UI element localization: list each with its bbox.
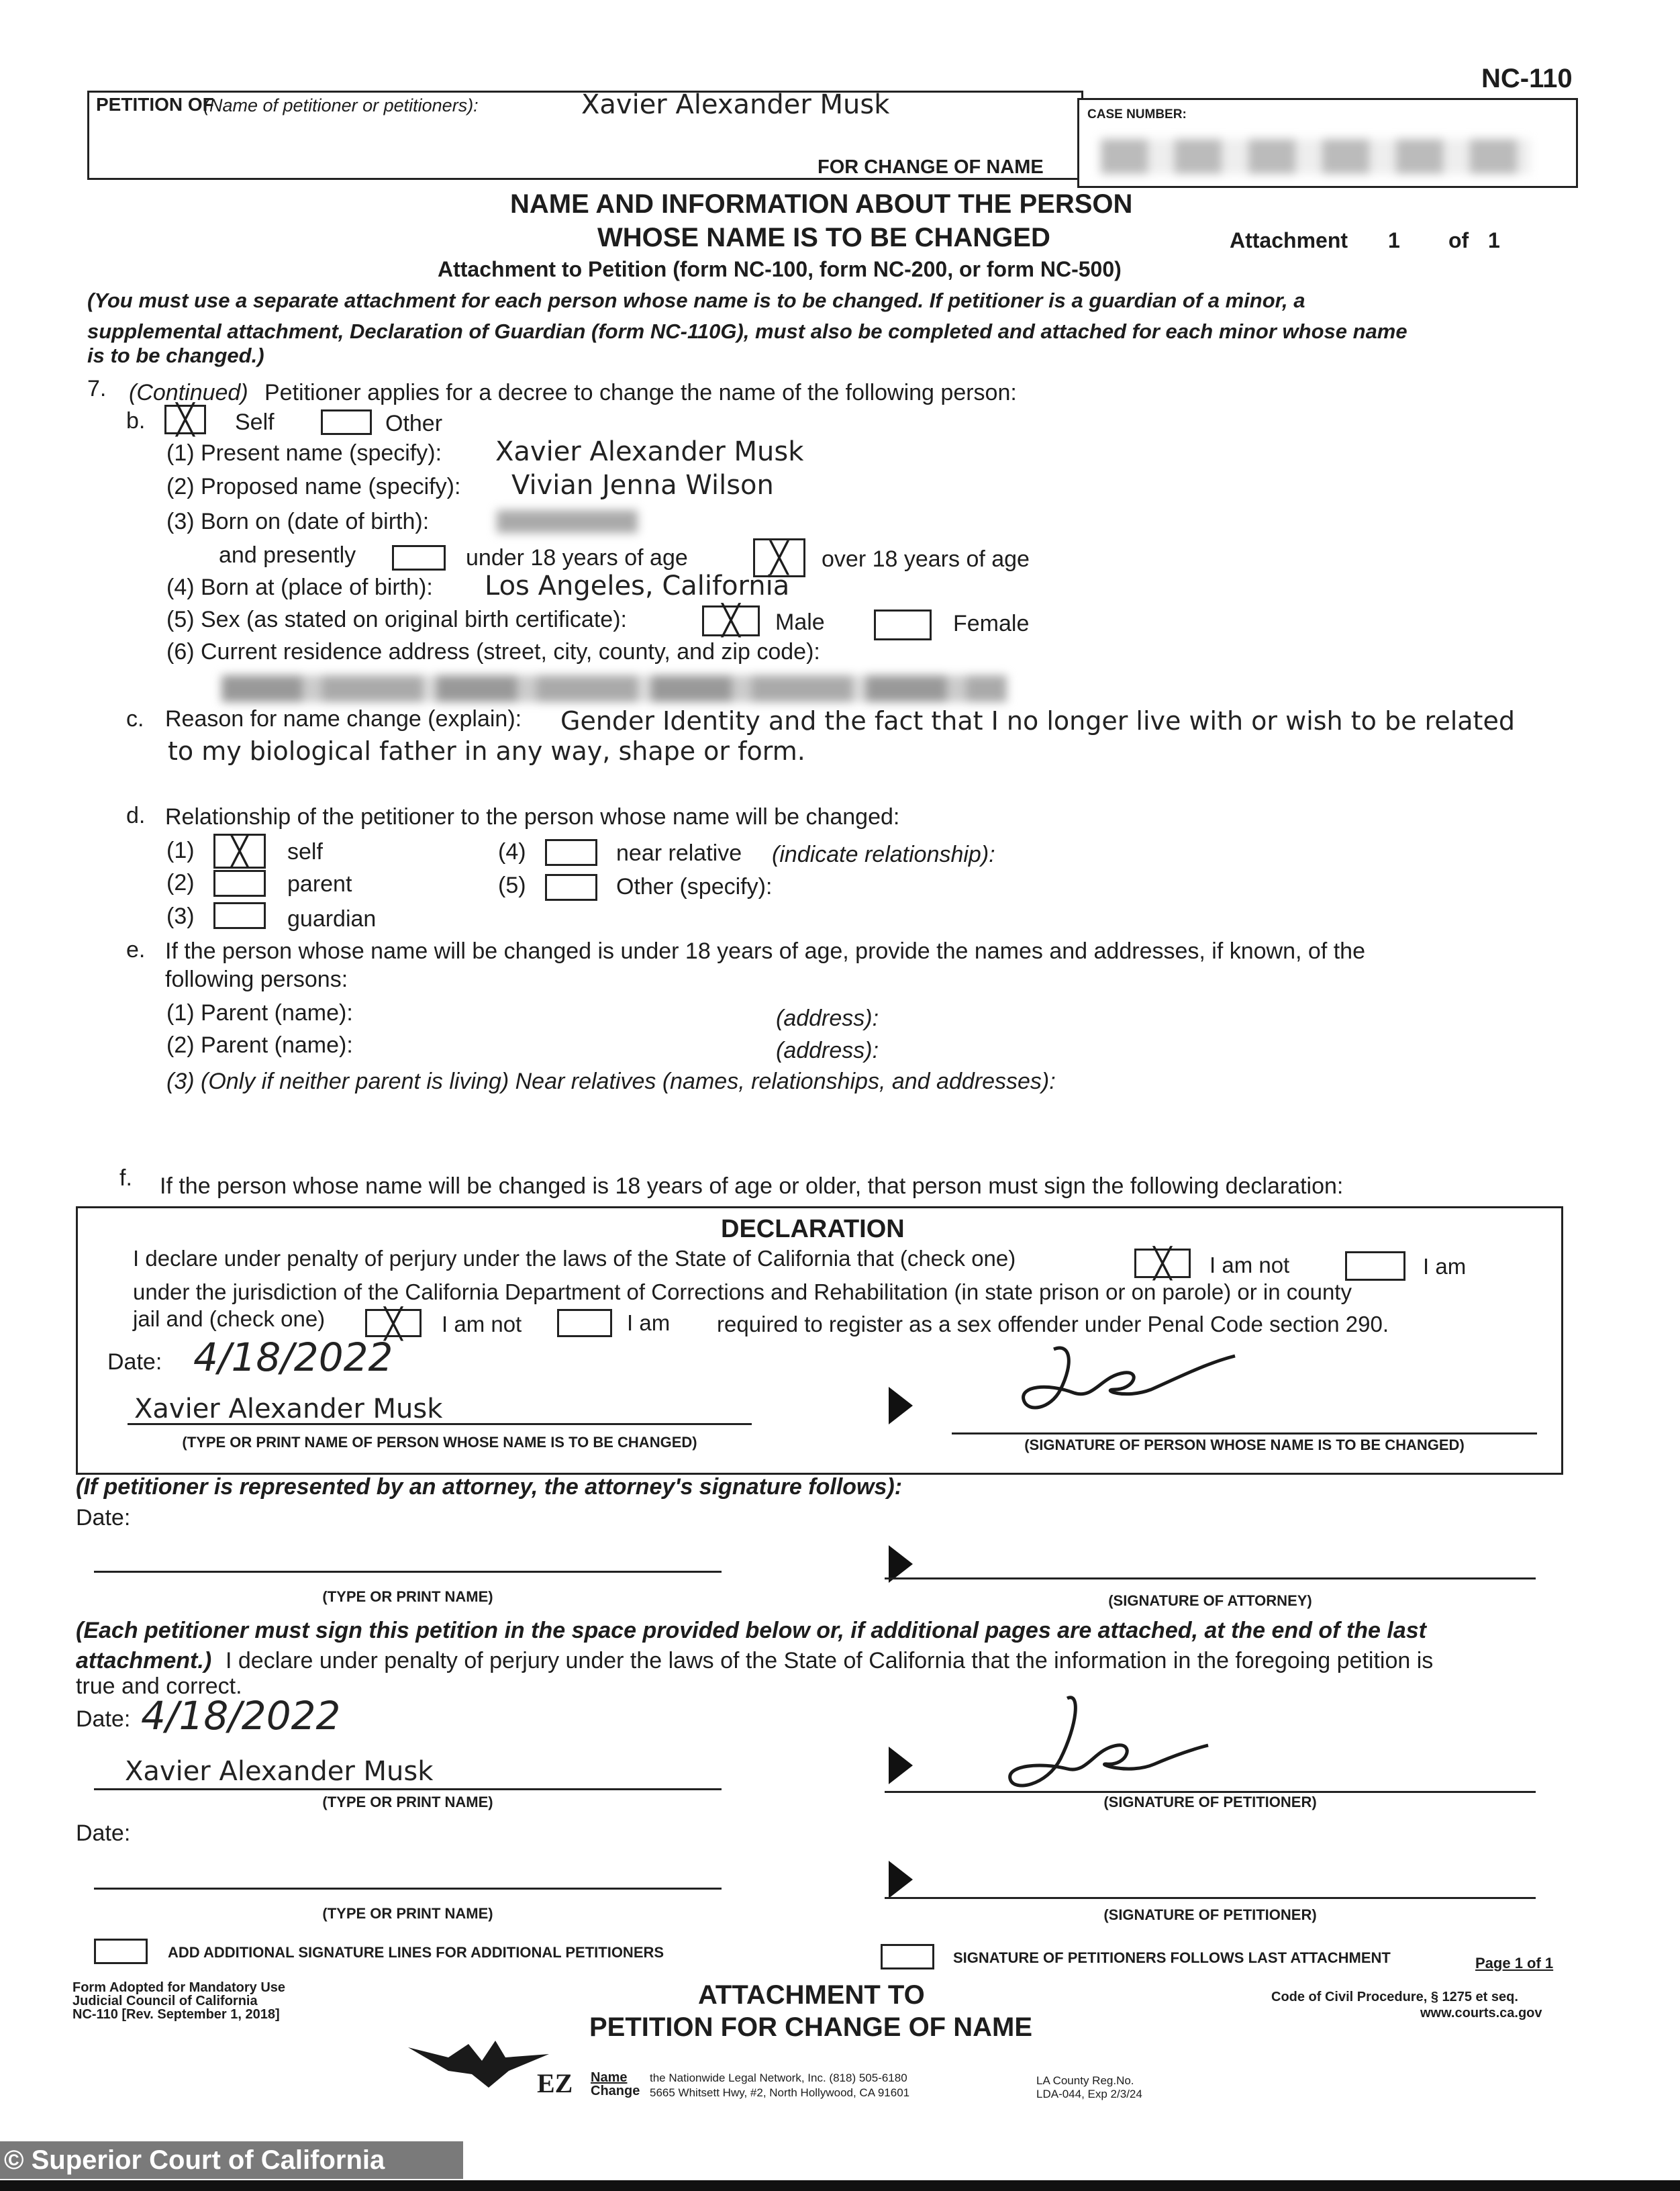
rel-near-checkbox[interactable] xyxy=(545,839,597,866)
birth-date-redacted xyxy=(497,510,638,533)
petitioner-name-caption: (TYPE OR PRINT NAME) xyxy=(322,1794,493,1810)
declaration-title: DECLARATION xyxy=(721,1215,905,1243)
declaration-signature xyxy=(1007,1336,1262,1423)
declaration-name-caption: (TYPE OR PRINT NAME OF PERSON WHOSE NAME IS TO BE CHANGED) xyxy=(182,1434,697,1451)
address-redacted xyxy=(221,675,1007,702)
bottom-strip xyxy=(0,2180,1680,2191)
parent1-address-label: (address): xyxy=(776,1006,879,1031)
item7f-text: If the person whose name will be changed is 18 years of age or older, that person must sign the following declaration: xyxy=(160,1173,1344,1199)
declaration-line2: under the jurisdiction of the California Department of Corrections and Rehabilitation (in state prison or on parole) or in county xyxy=(133,1279,1352,1304)
item7c-letter: c. xyxy=(126,706,144,732)
petitioner-note-2a: attachment.) xyxy=(76,1648,212,1673)
attachment-label: Attachment xyxy=(1230,228,1348,252)
declaration-date-value: 4/18/2022 xyxy=(193,1334,393,1380)
female-label: Female xyxy=(953,611,1030,636)
petitioner2-name-line xyxy=(94,1888,722,1890)
adopted-line2: Judicial Council of California xyxy=(72,1994,258,2008)
born-at-value: Los Angeles, California xyxy=(485,571,790,601)
petitioner2-signature-line xyxy=(885,1897,1536,1899)
petitioner-printed-name: Xavier Alexander Musk xyxy=(125,1756,434,1787)
item7e-letter: e. xyxy=(126,937,146,963)
item7-intro: Petitioner applies for a decree to change the name of the following person: xyxy=(264,380,1017,405)
female-checkbox[interactable] xyxy=(874,610,932,640)
petitioner2-name-caption: (TYPE OR PRINT NAME) xyxy=(322,1905,493,1922)
footer-title-1: ATTACHMENT TO xyxy=(698,1980,925,2010)
under18-label: under 18 years of age xyxy=(466,545,688,571)
declaration-date-label: Date: xyxy=(107,1349,162,1375)
over18-checkbox[interactable]: ╳ xyxy=(753,538,805,577)
eagle-logo xyxy=(408,2034,556,2094)
petitioner2-signature-arrow xyxy=(889,1861,913,1898)
petitioner-name-line xyxy=(94,1788,722,1790)
attorney-name-line xyxy=(94,1571,722,1573)
declaration-signature-arrow xyxy=(889,1387,913,1424)
declaration-line1: I declare under penalty of perjury under the laws of the State of California that (check one) xyxy=(133,1246,1016,1271)
born-on-label: (3) Born on (date of birth): xyxy=(166,509,430,534)
cdcr-not-label: I am not xyxy=(1209,1253,1290,1277)
sig-follows-checkbox[interactable] xyxy=(881,1944,934,1969)
near-relatives-label: (3) (Only if neither parent is living) Near relatives (names, relationships, and addresses): xyxy=(166,1069,1056,1094)
self-label: Self xyxy=(235,409,275,435)
page-number: Page 1 of 1 xyxy=(1475,1955,1554,1971)
parent2-address-label: (address): xyxy=(776,1038,879,1063)
sex-offender-am-label: I am xyxy=(627,1310,671,1335)
item7e-text2: following persons: xyxy=(165,967,348,992)
address-label: (6) Current residence address (street, city, county, and zip code): xyxy=(166,639,820,665)
and-presently: and presently xyxy=(219,542,356,568)
county-line1: LA County Reg.No. xyxy=(1036,2074,1134,2087)
add-lines-checkbox[interactable] xyxy=(94,1939,148,1964)
over18-label: over 18 years of age xyxy=(822,546,1030,572)
title-line3: Attachment to Petition (form NC-100, form NC-200, or form NC-500) xyxy=(438,257,1122,281)
publisher-line1: the Nationwide Legal Network, Inc. (818) 505-6180 xyxy=(650,2072,907,2084)
of-num: 1 xyxy=(1488,228,1500,252)
parent2-label: (2) Parent (name): xyxy=(166,1032,353,1058)
code-line2: www.courts.ca.gov xyxy=(1420,2006,1542,2020)
declaration-signature-line xyxy=(952,1432,1537,1434)
code-line1: Code of Civil Procedure, § 1275 et seq. xyxy=(1271,1990,1518,2004)
proposed-name-label: (2) Proposed name (specify): xyxy=(166,474,461,499)
petitioner-note-1: (Each petitioner must sign this petition in the space provided below or, if additional pages are attached, at the end of the last xyxy=(76,1618,1426,1643)
attachment-num: 1 xyxy=(1388,228,1400,252)
attorney-name-caption: (TYPE OR PRINT NAME) xyxy=(322,1588,493,1605)
attorney-signature-line xyxy=(885,1577,1536,1579)
ez-logo: EZ xyxy=(537,2068,573,2098)
petitioner-signature-caption: (SIGNATURE OF PETITIONER) xyxy=(1103,1794,1317,1810)
petitioner-signature xyxy=(993,1685,1222,1799)
cdcr-am-checkbox[interactable] xyxy=(1345,1251,1405,1281)
rel-self-label: self xyxy=(287,839,323,865)
rel-other-checkbox[interactable] xyxy=(545,874,597,901)
ez-text-2: Change xyxy=(591,2084,640,2098)
item7d-letter: d. xyxy=(126,803,146,828)
title-line2: WHOSE NAME IS TO BE CHANGED xyxy=(597,223,1050,252)
petition-of-label: PETITION OF xyxy=(96,94,214,115)
present-name-value: Xavier Alexander Musk xyxy=(495,436,804,467)
rel-other-label: Other (specify): xyxy=(616,874,773,899)
declaration-name-line xyxy=(128,1423,752,1425)
born-at-label: (4) Born at (place of birth): xyxy=(166,575,433,600)
instructions-2: supplemental attachment, Declaration of Guardian (form NC-110G), must also be completed and attached for each minor whose name xyxy=(87,320,1407,343)
petitioner-date-value: 4/18/2022 xyxy=(141,1693,341,1739)
relationship-label: Relationship of the petitioner to the person whose name will be changed: xyxy=(165,804,900,830)
item7f-letter: f. xyxy=(119,1165,132,1191)
declaration-signature-caption: (SIGNATURE OF PERSON WHOSE NAME IS TO BE CHANGED) xyxy=(1024,1437,1465,1453)
adopted-line3: NC-110 [Rev. September 1, 2018] xyxy=(72,2007,280,2022)
sex-offender-not-label: I am not xyxy=(442,1312,522,1336)
rel-near-hint: (indicate relationship): xyxy=(772,842,995,867)
rel-n5: (5) xyxy=(498,873,526,898)
cdcr-am-label: I am xyxy=(1423,1254,1467,1279)
petitioner-note-3: true and correct. xyxy=(76,1673,242,1699)
petition-of-hint: (Name of petitioner or petitioners): xyxy=(203,95,479,115)
watermark-text: © Superior Court of California xyxy=(4,2145,385,2175)
for-change-label: FOR CHANGE OF NAME xyxy=(818,156,1044,178)
ez-text-1: Name xyxy=(591,2070,628,2085)
instructions-1: (You must use a separate attachment for each person whose name is to be changed. If petitioner is a guardian of a minor, a xyxy=(87,289,1305,312)
rel-n4: (4) xyxy=(498,839,526,865)
case-number-label: CASE NUMBER: xyxy=(1087,107,1187,121)
rel-parent-label: parent xyxy=(287,871,352,897)
male-label: Male xyxy=(775,610,825,635)
footer-title-2: PETITION FOR CHANGE OF NAME xyxy=(589,2012,1032,2042)
declaration-line3b: required to register as a sex offender under Penal Code section 290. xyxy=(717,1312,1389,1336)
adopted-line1: Form Adopted for Mandatory Use xyxy=(72,1980,286,1995)
item7-continued: (Continued) xyxy=(129,380,248,405)
title-line1: NAME AND INFORMATION ABOUT THE PERSON xyxy=(510,189,1133,219)
declaration-printed-name: Xavier Alexander Musk xyxy=(134,1394,443,1424)
under18-checkbox[interactable] xyxy=(392,545,446,571)
item7-num: 7. xyxy=(87,376,107,401)
petitioner2-signature-caption: (SIGNATURE OF PETITIONER) xyxy=(1103,1906,1317,1923)
add-lines-label: ADD ADDITIONAL SIGNATURE LINES FOR ADDITIONAL PETITIONERS xyxy=(168,1944,664,1961)
other-checkbox[interactable] xyxy=(321,409,372,435)
sex-label: (5) Sex (as stated on original birth certificate): xyxy=(166,607,627,632)
county-line2: LDA-044, Exp 2/3/24 xyxy=(1036,2088,1142,2100)
present-name-label: (1) Present name (specify): xyxy=(166,440,442,466)
attorney-signature-caption: (SIGNATURE OF ATTORNEY) xyxy=(1108,1592,1312,1609)
cdcr-not-checkbox[interactable]: ╳ xyxy=(1134,1249,1191,1278)
attorney-date-label: Date: xyxy=(76,1505,131,1530)
form-id: NC-110 xyxy=(1481,64,1573,93)
rel-parent-checkbox[interactable] xyxy=(213,870,266,897)
self-checkbox[interactable]: ╳ xyxy=(164,405,206,434)
item7e-text1: If the person whose name will be changed is under 18 years of age, provide the names and addresses, if known, of the xyxy=(165,938,1365,964)
proposed-name-value: Vivian Jenna Wilson xyxy=(511,470,774,501)
petitioner-name: Xavier Alexander Musk xyxy=(581,89,890,120)
item7b-letter: b. xyxy=(126,408,146,434)
rel-n3: (3) xyxy=(166,904,195,929)
sex-offender-not-checkbox[interactable]: ╳ xyxy=(365,1309,422,1337)
rel-n1: (1) xyxy=(166,838,195,863)
petitioner-note-2b: I declare under penalty of perjury under the laws of the State of California that the information in the foregoing petition is xyxy=(226,1648,1434,1673)
rel-near-label: near relative xyxy=(616,840,742,866)
petitioner2-date-label: Date: xyxy=(76,1820,131,1846)
declaration-line3a: jail and (check one) xyxy=(133,1306,326,1331)
rel-n2: (2) xyxy=(166,870,195,895)
male-checkbox[interactable]: ╳ xyxy=(702,605,760,636)
parent1-label: (1) Parent (name): xyxy=(166,1000,353,1026)
rel-guardian-label: guardian xyxy=(287,906,377,932)
instructions-3: is to be changed.) xyxy=(87,344,264,367)
petitioner-date-label: Date: xyxy=(76,1706,131,1732)
sig-follows-label: SIGNATURE OF PETITIONERS FOLLOWS LAST ATTACHMENT xyxy=(953,1949,1391,1966)
reason-line2: to my biological father in any way, shape or form. xyxy=(168,736,805,766)
reason-line1: Gender Identity and the fact that I no longer live with or wish to be related xyxy=(560,706,1515,736)
rel-guardian-checkbox[interactable] xyxy=(213,902,266,929)
other-label: Other xyxy=(385,411,443,436)
of-label: of xyxy=(1448,228,1469,252)
attorney-note: (If petitioner is represented by an attorney, the attorney's signature follows): xyxy=(76,1474,903,1500)
publisher-line2: 5665 Whitsett Hwy, #2, North Hollywood, CA 91601 xyxy=(650,2086,910,2099)
reason-label: Reason for name change (explain): xyxy=(165,706,522,732)
sex-offender-am-checkbox[interactable] xyxy=(557,1309,612,1337)
case-number-redacted xyxy=(1101,139,1530,174)
petitioner-signature-arrow xyxy=(889,1747,913,1784)
petitioner-signature-line xyxy=(885,1791,1536,1793)
rel-self-checkbox[interactable]: ╳ xyxy=(213,834,266,869)
